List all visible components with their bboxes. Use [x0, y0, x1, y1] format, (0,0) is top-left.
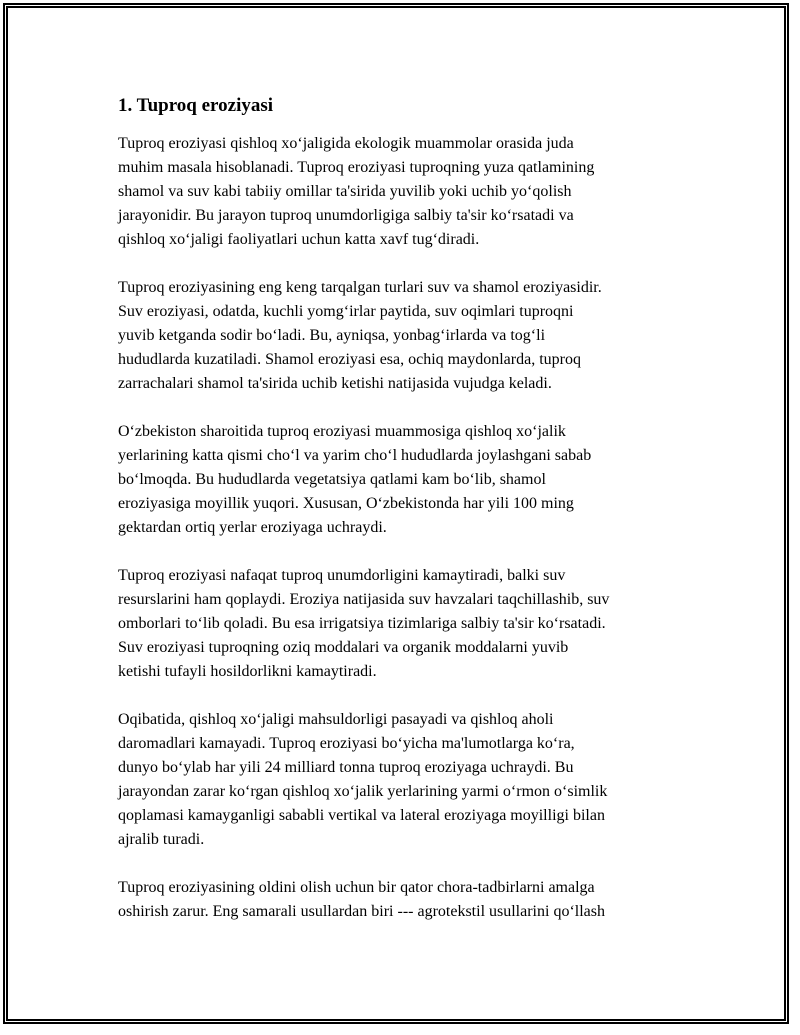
text-line: Oqibatida, qishloq xo‘jaligi mahsuldorligi pasayadi va qishloq aholi — [118, 711, 554, 728]
text-line: Tuproq eroziyasining oldini olish uchun bir qator chora-tadbirlarni amalga — [118, 879, 595, 896]
text-line: dunyo bo‘ylab har yili 24 milliard tonna tuproq eroziyaga uchraydi. Bu — [118, 759, 574, 776]
text-line: hududlarda kuzatiladi. Shamol eroziyasi esa, ochiq maydonlarda, tuproq — [118, 351, 581, 368]
text-line: yerlarining katta qismi cho‘l va yarim cho‘l hududlarda joylashgani sabab — [118, 447, 592, 464]
text-line: yuvib ketganda sodir bo‘ladi. Bu, ayniqsa, yonbag‘irlarda va tog‘li — [118, 327, 546, 344]
text-line: resurslarini ham qoplaydi. Eroziya natijasida suv havzalari taqchillashib, suv — [118, 591, 610, 608]
paragraph-3 — [118, 420, 688, 540]
text-line: daromadlari kamayadi. Tuproq eroziyasi bo‘yicha ma'lumotlarga ko‘ra, — [118, 735, 575, 752]
text-line: Tuproq eroziyasi nafaqat tuproq unumdorligini kamaytiradi, balki suv — [118, 567, 566, 584]
text-line: Tuproq eroziyasining eng keng tarqalgan turlari suv va shamol eroziyasidir. — [118, 279, 602, 296]
document-body — [118, 92, 688, 948]
section-heading: 1. Tuproq eroziyasi — [118, 95, 274, 116]
text-line: Suv eroziyasi, odatda, kuchli yomg‘irlar paytida, suv oqimlari tuproqni — [118, 303, 574, 320]
paragraph-6 — [118, 876, 688, 924]
text-line: shamol va suv kabi tabiiy omillar ta'sirida yuvilib yoki uchib yo‘qolish — [118, 183, 572, 200]
text-line: muhim masala hisoblanadi. Tuproq eroziyasi tuproqning yuza qatlamining — [118, 159, 595, 176]
text-line: qoplamasi kamayganligi sababli vertikal va lateral eroziyaga moyilligi bilan — [118, 807, 605, 824]
paragraph-5 — [118, 708, 688, 852]
text-line: Suv eroziyasi tuproqning oziq moddalari va organik moddalarni yuvib — [118, 639, 569, 656]
text-line: jarayondan zarar ko‘rgan qishloq xo‘jalik yerlarining yarmi o‘rmon o‘simlik — [118, 783, 608, 800]
paragraph-4 — [118, 564, 688, 684]
text-line: bo‘lmoqda. Bu hududlarda vegetatsiya qatlami kam bo‘lib, shamol — [118, 471, 546, 488]
text-line: qishloq xo‘jaligi faoliyatlari uchun katta xavf tug‘diradi. — [118, 231, 480, 248]
text-line: oshirish zarur. Eng samarali usullardan biri --- agrotekstil usullarini qo‘llash — [118, 903, 605, 920]
text-line: O‘zbekiston sharoitida tuproq eroziyasi muammosiga qishloq xo‘jalik — [118, 423, 566, 440]
text-line: ketishi tufayli hosildorlikni kamaytiradi. — [118, 663, 377, 680]
paragraph-2 — [118, 276, 688, 396]
paragraph-1 — [118, 132, 688, 252]
text-line: ajralib turadi. — [118, 831, 205, 848]
text-line: jarayonidir. Bu jarayon tuproq unumdorligiga salbiy ta'sir ko‘rsatadi va — [118, 207, 574, 224]
text-line: eroziyasiga moyillik yuqori. Xususan, O‘zbekistonda har yili 100 ming — [118, 495, 574, 512]
text-line: gektardan ortiq yerlar eroziyaga uchraydi. — [118, 519, 387, 536]
text-line: Tuproq eroziyasi qishloq xo‘jaligida ekologik muammolar orasida juda — [118, 135, 574, 152]
text-line: omborlari to‘lib qoladi. Bu esa irrigatsiya tizimlariga salbiy ta'sir ko‘rsatadi. — [118, 615, 606, 632]
text-line: zarrachalari shamol ta'sirida uchib ketishi natijasida vujudga keladi. — [118, 375, 552, 392]
